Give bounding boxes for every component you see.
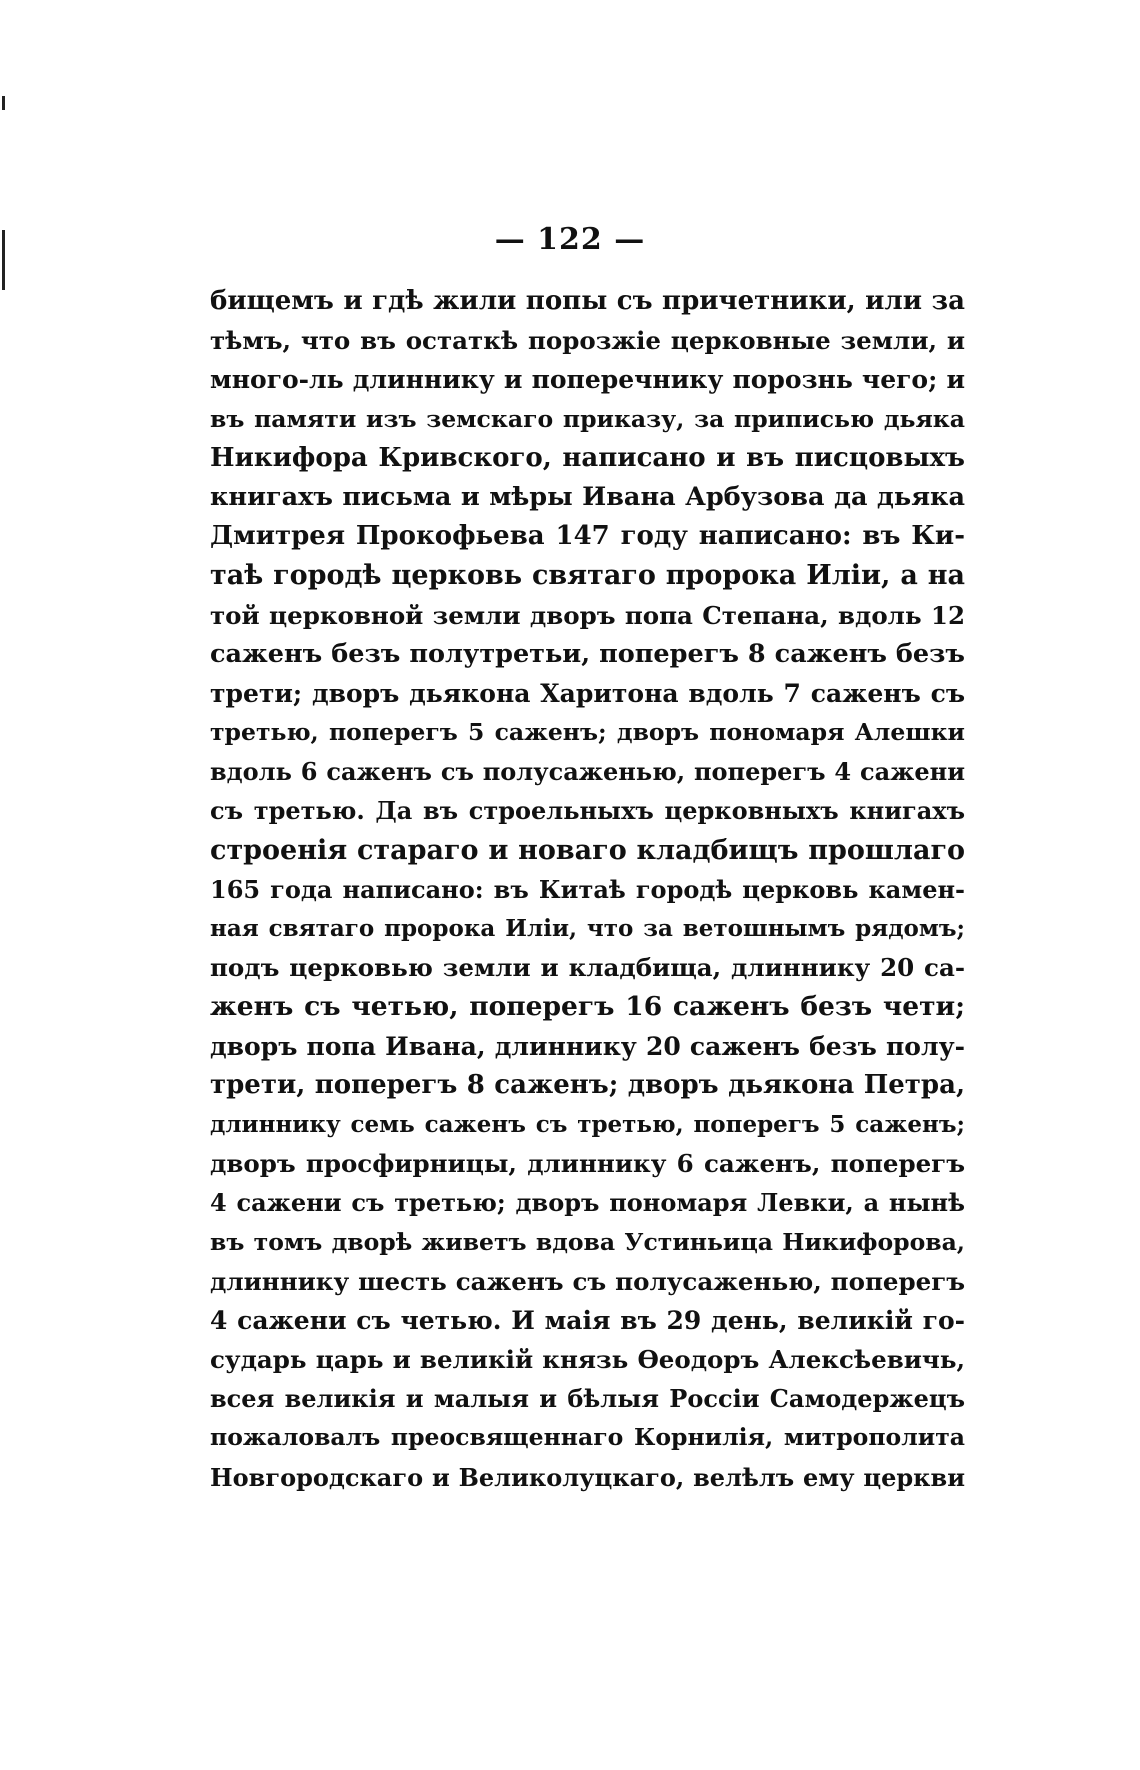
text-line: длиннику семь саженъ съ третью, поперегъ 5 саженъ; <box>210 1110 965 1138</box>
text-line: тѣмъ, что въ остаткѣ порозжіе церковные земли, и <box>210 326 965 356</box>
text-line: вдоль 6 саженъ съ полусаженью, поперегъ 4 сажени <box>210 757 965 787</box>
text-line: трети; дворъ дьякона Харитона вдоль 7 саженъ съ <box>210 678 965 708</box>
text-line: книгахъ письма и мѣры Ивана Арбузова да дьяка <box>210 481 965 512</box>
text-line: 4 сажени съ четью. И маія въ 29 день, великій го- <box>210 1305 965 1335</box>
text-line: Никифора Кривского, написано и въ писцовыхъ <box>210 442 965 473</box>
page-number: — 122 — <box>494 222 646 257</box>
text-line: трети, поперегъ 8 саженъ; дворъ дьякона Петра, <box>210 1069 965 1100</box>
text-line: ная святаго пророка Иліи, что за ветошнымъ рядомъ; <box>210 915 965 942</box>
text-line: длиннику шесть саженъ съ полусаженью, поперегъ <box>210 1266 965 1296</box>
text-line: женъ съ четью, поперегъ 16 саженъ безъ чети; <box>210 991 965 1023</box>
text-line: дворъ попа Ивана, длиннику 20 саженъ безъ полу- <box>210 1031 965 1061</box>
text-line: дворъ просфирницы, длиннику 6 саженъ, поперегъ <box>210 1149 965 1179</box>
text-line: бищемъ и гдѣ жили попы съ причетники, или за <box>210 286 965 316</box>
text-line: въ томъ дворѣ живетъ вдова Устиньица Никифорова, <box>210 1227 965 1256</box>
text-line: Дмитрея Прокофьева 147 году написано: въ Ки- <box>210 521 965 552</box>
text-line: 165 года написано: въ Китаѣ городѣ церковь камен- <box>210 874 965 904</box>
text-line: 4 сажени съ третью; дворъ пономаря Левки, а нынѣ <box>210 1188 965 1218</box>
text-line: строенія стараго и новаго кладбищъ прошлаго <box>210 834 965 866</box>
text-line: третью, поперегъ 5 саженъ; дворъ пономаря Алешки <box>210 718 965 747</box>
text-line: много-ль длиннику и поперечнику порознь чего; и <box>210 365 965 395</box>
text-line: пожаловалъ преосвященнаго Корнилія, митрополита <box>210 1423 965 1452</box>
text-line: съ третью. Да въ строельныхъ церковныхъ книгахъ <box>210 796 965 826</box>
text-line: подъ церковью земли и кладбища, длиннику 20 са- <box>210 953 965 983</box>
text-line: той церковной земли дворъ попа Степана, вдоль 12 <box>210 600 965 630</box>
text-line: таѣ городѣ церковь святаго пророка Иліи, а на <box>210 560 965 592</box>
text-line: саженъ безъ полутретьи, поперегъ 8 саженъ безъ <box>210 638 965 669</box>
body-text <box>210 282 965 1497</box>
text-line: всея великія и малыя и бѣлыя Россіи Самодержецъ <box>210 1384 965 1414</box>
text-line: сударь царь и великій князь Ѳеодоръ Алексѣевичь, <box>210 1345 965 1375</box>
text-line: въ памяти изъ земскаго приказу, за приписью дьяка <box>210 404 965 433</box>
text-line: Новгородскаго и Великолуцкаго, велѣлъ ему церкви <box>210 1462 965 1492</box>
margin-mark <box>2 96 5 110</box>
